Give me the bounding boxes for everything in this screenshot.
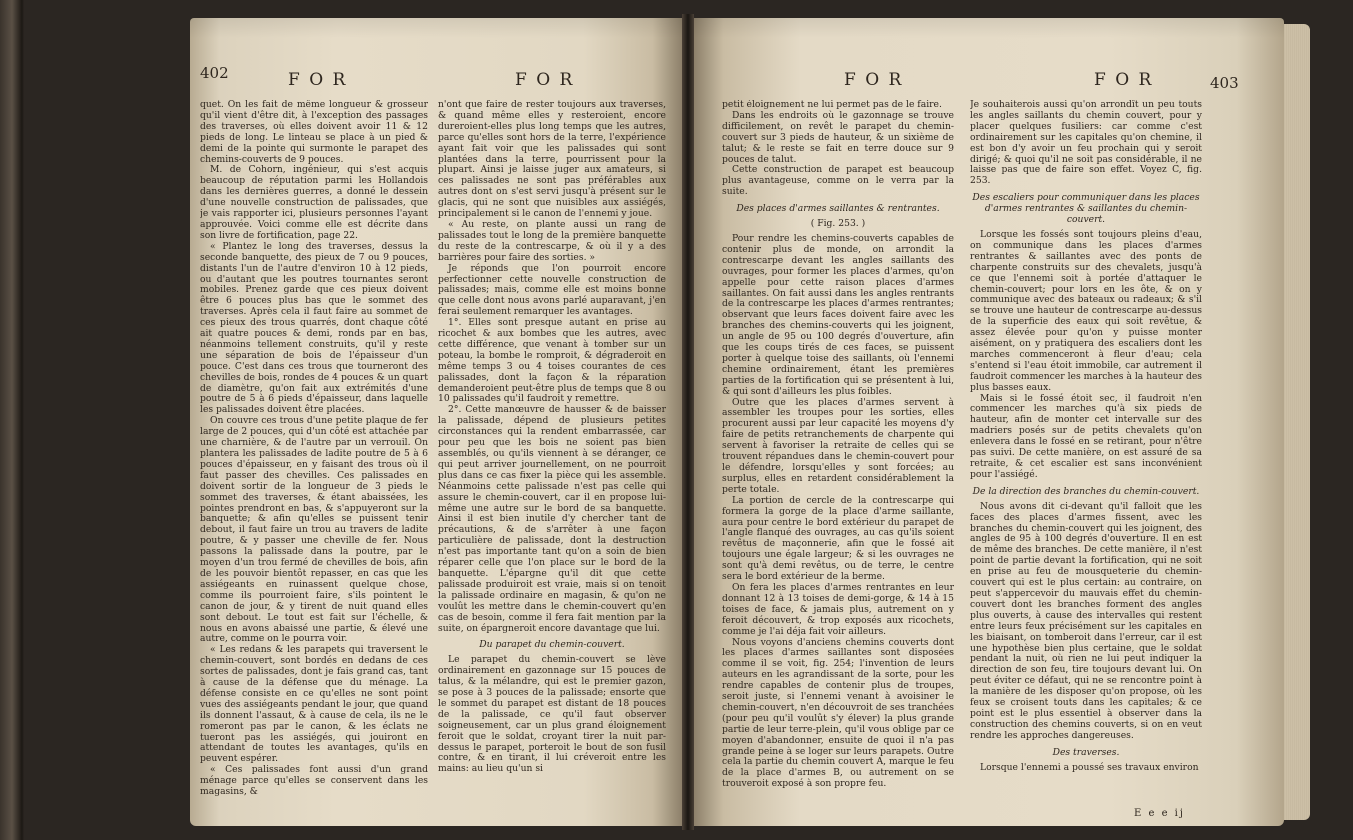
paragraph: 1°. Elles sont presque autant en prise au ricochet & aux bombes que les autres, avec cette différence, que venant à tomber sur un poteau, la bombe le romproit, & dégraderoit en même temps 3 ou 4 toises courantes de ces palissades, dont la façon & la réparation demanderoient peut-être plus de temps que 8 ou 10 palissades qu'il faudroit y remettre. <box>438 317 666 405</box>
page-edges <box>1284 24 1310 820</box>
signature-mark: E e e ij <box>1134 808 1185 819</box>
text-column-1 <box>200 100 428 800</box>
paragraph: « Ces palissades font aussi d'un grand ménage parce qu'elles se conservent dans les magasins, & <box>200 764 428 798</box>
paragraph: Dans les endroits où le gazonnage se trouve difficilement, on revêt le parapet du chemin-couvert sur 3 pieds de hauteur, & un sixième de talut; & le reste se fait en terre douce sur 9 pouces de talut. <box>722 109 954 165</box>
paragraph: On fera les places d'armes rentrantes en leur donnant 12 à 13 toises de demi-gorge, & 14 à 15 toises de face, & jamais plus, autrement on y feroit découvert, & trop exposés aux ricochets, comme je l'ai déja fait voir ailleurs. <box>722 581 954 637</box>
paragraph: Le parapet du chemin-couvert se lève ordinairement en gazonnage sur 15 pouces de talus, & la mélandre, qui est le premier gazon, se pose à 3 pouces de la palissade; ensorte que le sommet du parapet est distant de 18 pouces de la palissade, ce qu'il faut observer soigneusement, car un plus grand éloignement feroit que le soldat, croyant tirer la nuit par-dessus le parapet, porteroit le bout de son fusil contre, & en tirant, il lui créveroit entre les mains: au lieu qu'un si <box>438 654 666 775</box>
paragraph: Nous voyons d'anciens chemins couverts dont les places d'armes saillantes sont disposées comme il se voit, fig. 254; l'invention de leurs auteurs en les agrandissant de la sorte, pour les rendre capables de contenir plus de troupes, seroit juste, si l'ennemi venant à avoisiner le chemin-couvert, n'en découvroit de ses tranchées (pour peu qu'il voulût s'y élever) la plus grande partie de leur terre-plein, qu'il vous oblige par ce moyen d'abandonner, ensuite de quoi il n'a pas grande peine à se loger sur leurs parapets. Outre cela la partie du chemin couvert A, marque le feu de la place d'armes B, ou autrement on se trouveroit exposé à son propre feu. <box>722 636 954 790</box>
text-column-1 <box>722 100 954 800</box>
running-head: F O R <box>515 70 575 90</box>
paragraph: On couvre ces trous d'une petite plaque de fer large de 2 pouces, qui d'un côté est attachée par une charnière, & de l'autre par un verrouil. On plantera les palissades de ladite poutre de 5 à 6 pouces d'épaisseur, en y faisant des trous où il faut passer des chevilles. Ces palissades en doivent sortir de la longueur de 3 pieds le sommet des traverses, & étant abaissées, les pointes prendront en bas, & s'appuyeront sur la banquette; & afin qu'elles se puissent tenir debout, il faut faire un trou au travers de ladite poutre, & y passer une cheville de fer. Nous passons la palissade dans la poutre, par le moyen d'un trou fermé de chevilles de bois, afin de les pouvoir bientôt repasser, en cas que les assiégeants en ruinassent quelque chose, comme ils pourroient faire, s'ils pointent le canon de jour, & y tirent de nuit quand elles sont debout. Le tout est fait sur l'échelle, & nous en avons abaissé une partie, & élevé une autre, comme on le pourra voir. <box>200 415 428 645</box>
book-gutter <box>682 14 694 830</box>
paragraph: Je réponds que l'on pourroit encore perfectionner cette nouvelle construction de palissades; mais, comme elle est moins bonne que celle dont nous avons parlé auparavant, j'en ferai seulement remarquer les avantages. <box>438 262 666 318</box>
paragraph: Pour rendre les chemins-couverts capables de contenir plus de monde, on arrondit la contrescarpe devant les angles saillants des ouvrages, pour former les places d'armes, qu'on appelle pour cette raison places d'armes saillantes. On fait aussi dans les angles rentrants de la contrescarpe les places d'armes rentrantes; observant que leurs faces doivent faire avec les branches des chemins-couverts qui les joignent, un angle de 95 ou 100 degrés d'ouverture, afin que les coups tirés de ces faces, se puissent porter à quelque toise des saillants, où l'ennemi chemine ordinairement, étant les premières parties de la fortification qui se présentent à lui, & qui sont d'ailleurs les plus foibles. <box>722 232 954 397</box>
paragraph: n'ont que faire de rester toujours aux traverses, & quand même elles y resteroient, encore dureroient-elles plus long temps que les autres, parce qu'elles sont hors de la terre, l'expérience ayant fait voir que les palissades qui sont plantées dans la terre, pourrissent pour la plupart. Ainsi je laisse juger aux amateurs, si ces palissades ne sont pas préférables aux autres dont on s'est servi jusqu'à présent sur le glacis, qui ne sont que nuisibles aux assiégés, principalement si le canon de l'ennemi y joue. <box>438 100 666 220</box>
running-head: F O R <box>288 70 348 90</box>
paragraph: Outre que les places d'armes servent à assembler les troupes pour les sorties, elles procurent aussi par leur capacité les moyens d'y faire de petits retranchements de charpente qui servent à favoriser la retraite de celles qui se trouvent répandues dans le chemin-couvert pour le défendre, lorsqu'elles y sont forcées; au surplus, elles en retardent considérablement la perte totale. <box>722 396 954 495</box>
paragraph: Lorsque les fossés sont toujours pleins d'eau, on communique dans les places d'armes rentrantes & saillantes avec des ponts de charpente construits sur des chevalets, jusqu'à ce que l'ennemi soit à portée d'attaquer le chemin-couvert; pour lors en les ôte, & on y communique avec des bateaux ou radeaux; & s'il se trouve une hauteur de contrescarpe au-dessus de la superficie des eaux qui soit revêtue, & assez élevée pour qu'on y puisse monter aisément, on y pratiquera des escaliers dont les marches commenceront à fleur d'eau; cela s'entend si l'eau étoit immobile, car autrement il faudroit commencer les marches à la hauteur des plus basses eaux. <box>970 228 1202 393</box>
paragraph: petit éloignement ne lui permet pas de le faire. <box>722 100 942 110</box>
paragraph: Mais si le fossé étoit sec, il faudroit n'en commencer les marches qu'à six pieds de hauteur, afin de monter cet intervalle sur des madriers posés sur de petits chevalets qu'on enlevera dans le fossé en se retirant, pour n'être pas suivi. De cette manière, on est assuré de sa retraite, & cet escalier est sans inconvénient pour l'assiégé. <box>970 392 1202 480</box>
page-shade <box>190 18 682 38</box>
paragraph: « Plantez le long des traverses, dessus la seconde banquette, des pieux de 7 ou 9 pouces, distants l'un de l'autre d'environ 10 à 12 pieds, ou d'autant que les poutres tournantes seront mobiles. Prenez garde que ces pieux doivent être 6 pouces plus bas que le sommet des traverses. Après cela il faut faire au sommet de ces pieux des trous quarrés, dont chaque côté ait quatre pouces & demi, ronds par en bas, néanmoins tellement construits, qu'il y reste une séparation de bois de l'épaisseur d'un pouce. C'est dans ces trous que tourneront des chevilles de bois, rondes de 4 pouces & un quart de diamètre, qu'on fait aux extrémités d'une poutre de 5 à 6 pieds d'épaisseur, dans laquelle les palissades doivent être placées. <box>200 240 428 416</box>
text-column-2 <box>970 100 1202 800</box>
figure-reference: ( Fig. 253. ) <box>810 218 866 230</box>
section-heading: Des traverses. <box>1052 746 1120 758</box>
page-number: 402 <box>200 64 229 82</box>
left-page <box>190 18 682 826</box>
paragraph: M. de Cohorn, ingénieur, qui s'est acquis beaucoup de réputation parmi les Hollandois dans les dernières guerres, a donné le dessein d'une nouvelle construction de palissades, que je vais rapporter ici, plusieurs personnes l'ayant approuvée. Voici comme elle est décrite dans son livre de fortification, page 22. <box>200 164 428 241</box>
section-heading: Des escaliers pour communiquer dans les places d'armes rentrantes & saillantes du chemin-couvert. <box>972 192 1200 226</box>
right-page <box>694 18 1284 826</box>
paragraph: « Au reste, on plante aussi un rang de palissades tout le long de la première banquette du reste de la contrescarpe, & où il y a des barrières pour faire des sorties. » <box>438 218 666 263</box>
paragraph: Lorsque l'ennemi a poussé ses travaux environ <box>980 761 1199 773</box>
page-number: 403 <box>1210 74 1239 92</box>
paragraph: 2°. Cette manœuvre de hausser & de baisser la palissade, dépend de plusieurs petites circonstances qui la rendent embarrassée, car pour peu que les bois ne soient pas bien assemblés, ou qu'ils viennent à se déranger, ce qui peut arriver journellement, on ne pourroit plus dans ce cas fixer la pièce qui les assemble. Néanmoins cette palissade n'est pas celle qui assure le chemin-couvert, car il en propose lui-même une autre sur le bord de sa banquette. Ainsi il est bien inutile d'y chercher tant de précautions, & de s'arrêter à une façon particulière de palissade, dont la destruction n'est pas importante tant qu'on a soin de bien réparer celle que l'on place sur le bord de la banquette. L'épargne qu'il dit que cette palissade produiroit est vraie, mais si on tenoit la palissade ordinaire en magasin, & qu'on ne voulût les mettre dans le chemin-couvert qu'en cas de besoin, comme il fera fait mention par la suite, on épargneroit encore davantage que lui. <box>438 404 666 634</box>
paragraph: quet. On les fait de même longueur & grosseur qu'il vient d'être dit, à l'exception des passages des traverses, où elles doivent avoir 11 & 12 pieds de long. Le linteau se place à un pied & demi de la pointe qui surmonte le parapet des chemins-couverts de 9 pouces. <box>200 100 428 165</box>
paragraph: « Les redans & les parapets qui traversent le chemin-couvert, sont bordés en dedans de ces sortes de palissades, dont je fais grand cas, tant à cause de la défense que du ménage. La défense consiste en ce qu'elles ne sont point vues des assiégeants pendant le jour, que quand ils donnent l'assaut, & à cause de cela, ils ne le romeront pas par le canon, & les éclats ne tueront pas les assiégés, qui jouiront en attendant de toutes les avantages, qu'ils en peuvent espérer. <box>200 644 428 765</box>
running-head: F O R <box>1094 70 1154 90</box>
running-head: F O R <box>844 70 904 90</box>
section-heading: Du parapet du chemin-couvert. <box>479 639 625 651</box>
section-heading: Des places d'armes saillantes & rentrantes. <box>736 203 940 215</box>
paragraph: La portion de cercle de la contrescarpe qui formera la gorge de la place d'arme saillante, aura pour centre le bord extérieur du parapet de l'angle flanqué des ouvrages, au cas qu'ils soient revêtus de maçonnerie, afin que le fossé ait toujours une égale largeur; & si les ouvrages ne sont qu'à demi revêtus, ou de terre, le centre sera le bord extérieur de la berme. <box>722 494 954 583</box>
paragraph: Cette construction de parapet est beaucoup plus avantageuse, comme on le verra par la suite. <box>722 164 954 198</box>
page-shade <box>694 18 1284 38</box>
section-heading: De la direction des branches du chemin-couvert. <box>972 485 1200 497</box>
text-column-2 <box>438 100 666 800</box>
paragraph: Nous avons dit ci-devant qu'il falloit que les faces des places d'armes fissent, avec les branches du chemin-couvert qui les joignent, des angles de 95 à 100 degrés d'ouverture. Il en est de même des branches. De cette manière, il n'est point de partie devant la fortification, qui ne soit en prise au feu de mousqueterie du chemin-couvert qui est le plus certain: au contraire, on peut s'appercevoir du mauvais effet du chemin-couvert dont les branches forment des angles plus ouverts, à cause des intervalles qui restent entre leurs feux précisément sur les capitales en les biaisant, on tomberoit dans l'erreur, car il est une hypothèse bien plus certaine, que le soldat pendant la nuit, où rien ne lui peut indiquer la direction de son feu, tire toujours devant lui. On peut éviter ce défaut, qui ne se rencontre point à la manière de les disposer qu'on propose, où les feux se croisent touts dans les capitales; & ce point est le plus essentiel à observer dans la construction des chemins couverts, si on en veut rendre les approches dangereuses. <box>970 500 1202 741</box>
paragraph: Je souhaiterois aussi qu'on arrondît un peu touts les angles saillants du chemin couvert, pour y placer quelques fusiliers: car comme c'est ordinairement sur les capitales qu'on chemine, il est bon d'y avoir un feu prochain qui y seroit dirigé; & quoi qu'il ne soit pas considérable, il ne laisse pas que de faire son effet. Voyez C, fig. 253. <box>970 100 1202 187</box>
